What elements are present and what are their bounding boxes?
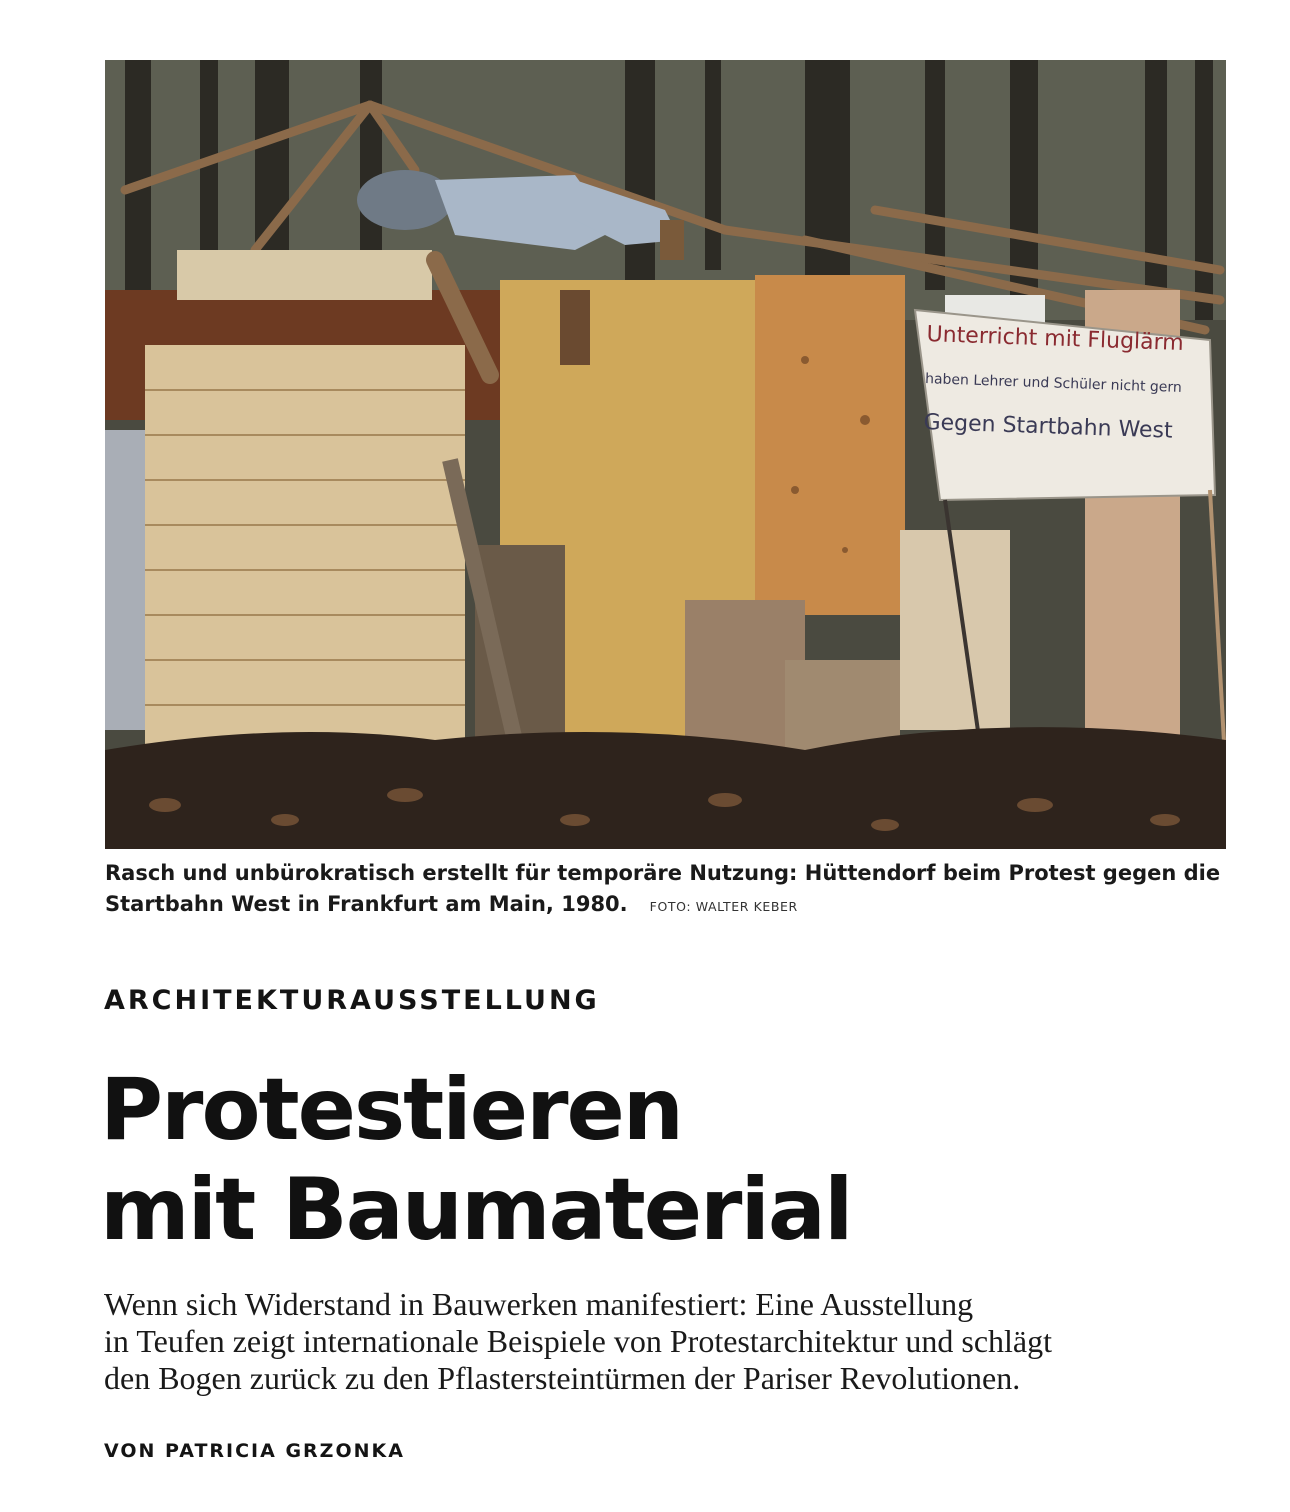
caption-text: Rasch und unbürokratisch erstellt für temporäre Nutzung: Hüttendorf beim Protest gegen die Startbahn West in Frankfurt am Main, 1980. [105, 861, 1221, 916]
protest-banner [923, 313, 1212, 455]
article-photo [105, 60, 1226, 849]
lede-line: Wenn sich Widerstand in Bauwerken manifestiert: Eine Ausstellung [104, 1286, 974, 1322]
article-lede [104, 1286, 1234, 1397]
banner-line: haben Lehrer und Schüler nicht gern [924, 371, 1183, 396]
banner-line: Unterricht mit Fluglärm [926, 322, 1185, 357]
photo-credit: FOTO: WALTER KEBER [649, 899, 798, 914]
section-kicker: ARCHITEKTURAUSSTELLUNG [104, 985, 600, 1016]
lede-line: den Bogen zurück zu den Pflastersteintürmen der Pariser Revolutionen. [104, 1360, 1021, 1396]
headline-line: Protestieren [100, 1060, 683, 1160]
article-headline [100, 1060, 851, 1260]
headline-line: mit Baumaterial [100, 1160, 852, 1260]
banner-line: Gegen Startbahn West [923, 410, 1174, 444]
photo-caption [105, 858, 1235, 922]
lede-line: in Teufen zeigt internationale Beispiele von Protestarchitektur und schlägt [104, 1323, 1052, 1359]
article-byline: VON PATRICIA GRZONKA [104, 1440, 405, 1462]
